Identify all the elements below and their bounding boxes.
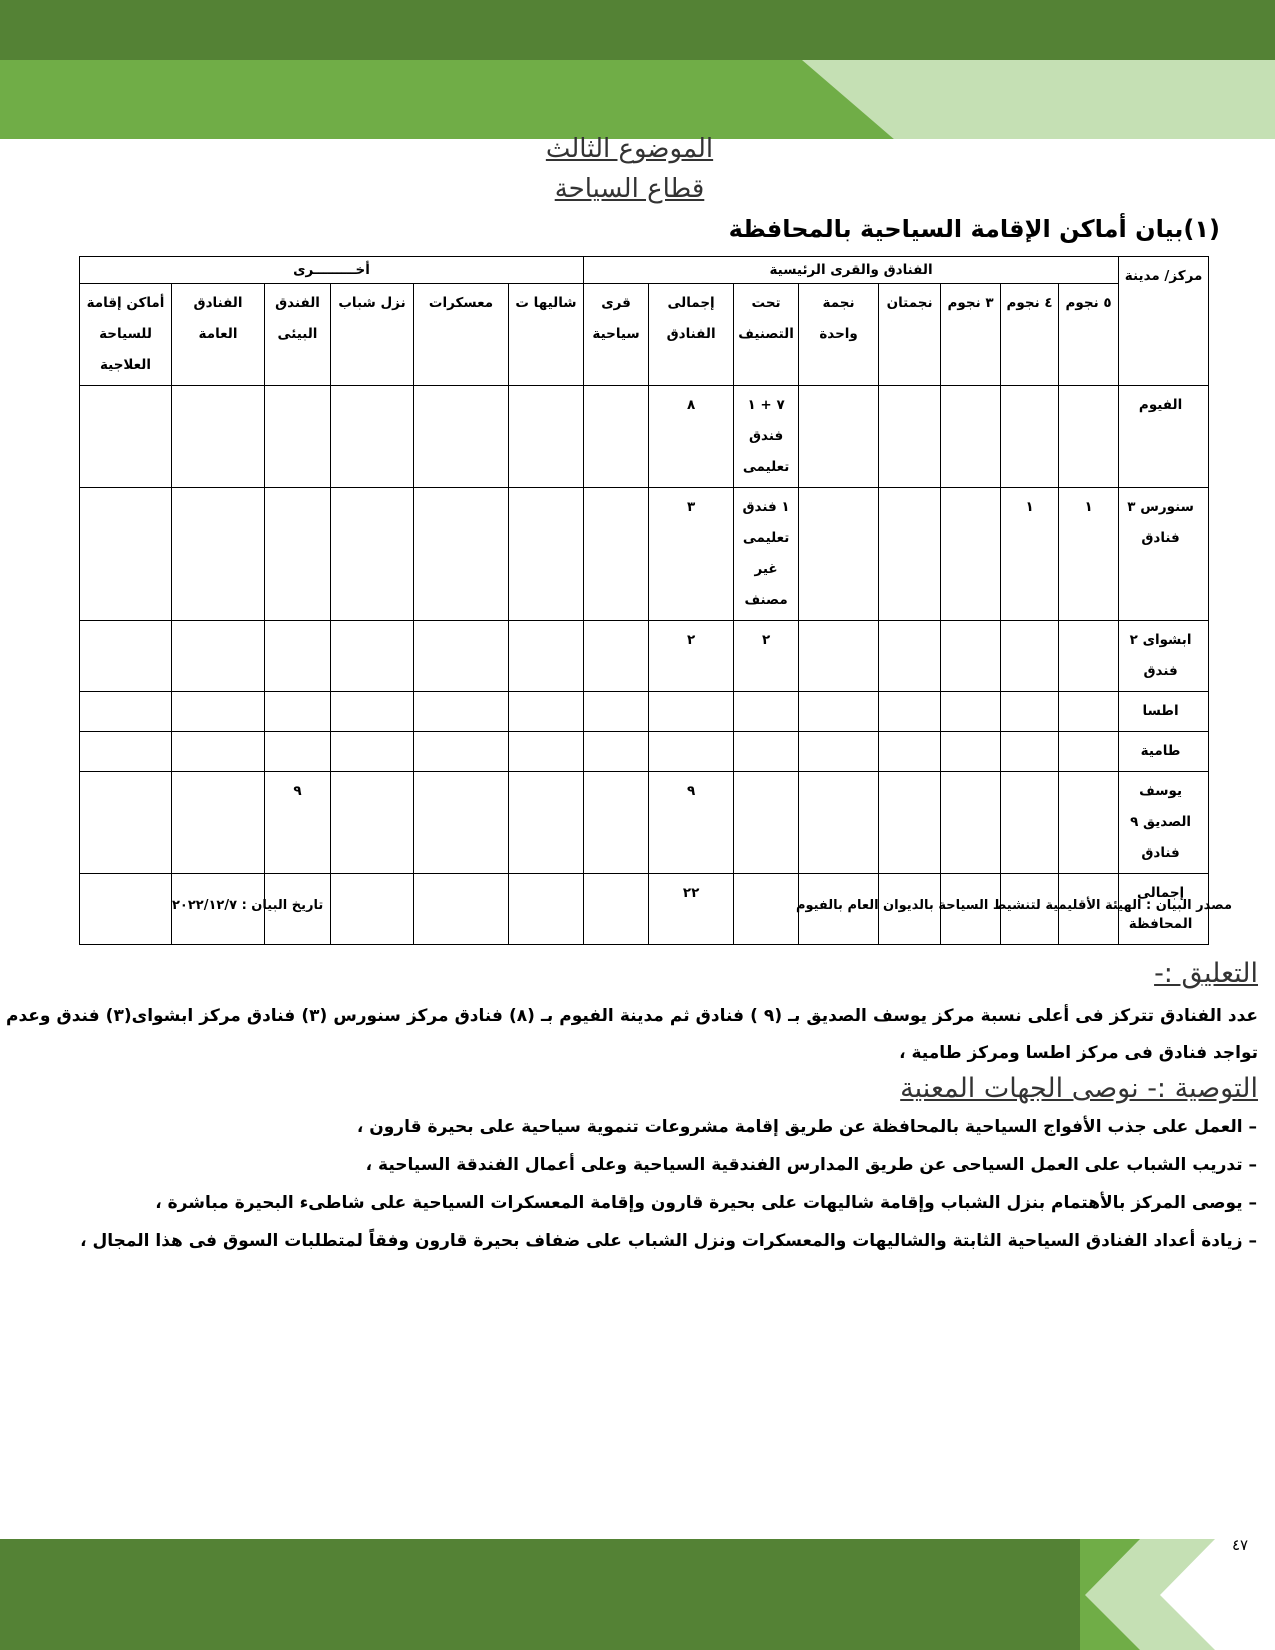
table-cell (265, 488, 331, 621)
table-row (80, 488, 1209, 621)
table-cell: ١ (1001, 488, 1059, 621)
table-cell (879, 488, 941, 621)
recommendation-item: – العمل على جذب الأفواج السياحية بالمحافظة عن طريق إقامة مشروعات تنموية سياحية على بحيرة قارون ، (356, 1117, 1257, 1137)
row-city: ابشواى ٢ فندق (1119, 621, 1209, 692)
table-cell (649, 732, 734, 772)
table-cell (331, 621, 414, 692)
row-city: سنورس ٣ فنادق (1119, 488, 1209, 621)
table-row (80, 692, 1209, 732)
table-cell: ٣ (649, 488, 734, 621)
data-source: مصدر البيان : الهيئة الأقليمية لتنشيط السياحة بالديوان العام بالفيوم (795, 898, 1232, 913)
row-city: اطسا (1119, 692, 1209, 732)
table-cell (509, 692, 584, 732)
table-cell (799, 732, 879, 772)
table-cell (1001, 621, 1059, 692)
col-header: تحت التصنيف (734, 284, 799, 386)
col-header: شاليها ت (509, 284, 584, 386)
table-cell (941, 488, 1001, 621)
col-header: معسكرات (414, 284, 509, 386)
table-cell: ٢ (734, 621, 799, 692)
table-row (80, 621, 1209, 692)
col-header: ٥ نجوم (1059, 284, 1119, 386)
table-cell (1059, 692, 1119, 732)
table-cell (879, 621, 941, 692)
table-cell (331, 772, 414, 874)
table-cell (584, 732, 649, 772)
table-cell (80, 692, 172, 732)
row-city: الفيوم (1119, 386, 1209, 488)
table-cell (80, 621, 172, 692)
col-header: نجمة واحدة (799, 284, 879, 386)
col-header: نجمتان (879, 284, 941, 386)
table-cell (1059, 386, 1119, 488)
header-banner (0, 0, 1275, 140)
table-cell (584, 692, 649, 732)
header-green-wedge (0, 60, 895, 140)
recommendation-item: – تدريب الشباب على العمل السياحى عن طريق المدارس الفندقية السياحية وعلى أعمال الفندقة السياحية ، (365, 1155, 1257, 1175)
table-cell: ١ فندق تعليمى غير مصنف (734, 488, 799, 621)
table-cell (879, 732, 941, 772)
accommodation-table (79, 256, 1209, 945)
table-cell (1001, 772, 1059, 874)
footer-banner (0, 1535, 1275, 1650)
table-cell (265, 732, 331, 772)
table-cell (265, 386, 331, 488)
table-cell (172, 386, 265, 488)
col-header: الفندق البيئى (265, 284, 331, 386)
recommendation-heading: التوصية :- نوصى الجهات المعنية (900, 1073, 1258, 1104)
table-cell (799, 772, 879, 874)
table-cell (1059, 772, 1119, 874)
recommendation-item: – يوصى المركز بالأهتمام بنزل الشباب وإقامة شاليهات على بحيرة قارون وإقامة المعسكرات السياحية على شاطىء البحيرة مباشرة ، (155, 1193, 1257, 1213)
col-header: إجمالى الفنادق (649, 284, 734, 386)
table-cell (80, 488, 172, 621)
col-header: قرى سياحية (584, 284, 649, 386)
table-cell (509, 874, 584, 945)
table-cell (331, 874, 414, 945)
table-cell (80, 772, 172, 874)
table-cell (584, 386, 649, 488)
table-cell (414, 386, 509, 488)
comment-text: عدد الفنادق تتركز فى أعلى نسبة مركز يوسف الصديق بـ (٩ ) فنادق ثم مدينة الفيوم بـ (٨) فنادق مركز سنورس (٣) فنادق مركز ابشواى(٣) فندق وعدم تواجد فنادق فى مركز اطسا ومركز طامية ، (6, 1006, 1259, 1063)
table-cell (879, 692, 941, 732)
table-cell (941, 732, 1001, 772)
table-cell (879, 386, 941, 488)
table-cell (414, 621, 509, 692)
table-cell (509, 732, 584, 772)
table-cell (941, 621, 1001, 692)
table-cell (649, 692, 734, 732)
row-city: إجمالى المحافظة (1119, 874, 1209, 945)
table-cell (331, 692, 414, 732)
table-cell (172, 692, 265, 732)
table-cell (509, 488, 584, 621)
table-cell (414, 692, 509, 732)
sector-title: قطاع السياحة (554, 174, 705, 204)
table-cell: ٧ + ١ فندق تعليمى (734, 386, 799, 488)
table-cell (414, 874, 509, 945)
comment-heading: التعليق :- (1154, 958, 1258, 989)
col-header: ٣ نجوم (941, 284, 1001, 386)
table-cell (265, 621, 331, 692)
table-cell (941, 386, 1001, 488)
table-cell: ٢٢ (649, 874, 734, 945)
table-cell (734, 874, 799, 945)
table-cell (331, 386, 414, 488)
table-cell (265, 692, 331, 732)
table-cell (331, 732, 414, 772)
table-cell (414, 772, 509, 874)
table-cell (80, 386, 172, 488)
table-cell: ٢ (649, 621, 734, 692)
table-cell (1059, 621, 1119, 692)
col-header: نزل شباب (331, 284, 414, 386)
header-dark-band (0, 0, 1275, 60)
table-cell (509, 386, 584, 488)
table-cell (799, 692, 879, 732)
table-cell (941, 772, 1001, 874)
table-cell (799, 488, 879, 621)
footer-dark-band (0, 1539, 1080, 1650)
table-cell (734, 732, 799, 772)
table-cell (734, 692, 799, 732)
table-cell (584, 488, 649, 621)
table-cell (584, 874, 649, 945)
table-cell: ٩ (649, 772, 734, 874)
table-cell (1001, 692, 1059, 732)
col-header: أماكن إقامة للسياحة العلاجية (80, 284, 172, 386)
group-header-main: الفنادق والقرى الرئيسية (584, 257, 1119, 284)
table-cell (734, 772, 799, 874)
table-row (80, 732, 1209, 772)
row-city: طامية (1119, 732, 1209, 772)
table-cell (1059, 732, 1119, 772)
col-header: ٤ نجوم (1001, 284, 1059, 386)
table-cell (414, 488, 509, 621)
row-city: يوسف الصديق ٩ فنادق (1119, 772, 1209, 874)
table-cell (799, 386, 879, 488)
table-cell (80, 732, 172, 772)
table-cell (172, 772, 265, 874)
table-cell (80, 874, 172, 945)
topic-title: الموضوع الثالث (545, 134, 714, 164)
table-cell (331, 488, 414, 621)
table-cell (799, 621, 879, 692)
section-title: (١)بيان أماكن الإقامة السياحية بالمحافظة (728, 215, 1220, 243)
data-date: تاريخ البيان : ٢٠٢٢/١٢/٧ (172, 898, 324, 913)
table-cell (172, 488, 265, 621)
table-cell (941, 692, 1001, 732)
table-cell (414, 732, 509, 772)
table-row (80, 386, 1209, 488)
table-cell (879, 772, 941, 874)
table-cell (584, 772, 649, 874)
recommendation-item: – زيادة أعداد الفنادق السياحية الثابتة والشاليهات والمعسكرات ونزل الشباب على ضفاف بحيرة قارون وفقاً لمتطلبات السوق فى هذا المجال ، (80, 1231, 1257, 1251)
corner-header: مركز/ مدينة (1119, 257, 1209, 386)
table-cell (1001, 732, 1059, 772)
table-cell: ١ (1059, 488, 1119, 621)
table-cell: ٨ (649, 386, 734, 488)
table-cell: ٩ (265, 772, 331, 874)
col-header: الفنادق العامة (172, 284, 265, 386)
table-cell (172, 732, 265, 772)
table-cell (509, 772, 584, 874)
table-row (80, 772, 1209, 874)
page-number: ٤٧ (1232, 1536, 1249, 1554)
table-cell (172, 621, 265, 692)
table-cell (509, 621, 584, 692)
table-cell (584, 621, 649, 692)
group-header-other: أخـــــــــرى (80, 257, 584, 284)
table-cell (1001, 386, 1059, 488)
